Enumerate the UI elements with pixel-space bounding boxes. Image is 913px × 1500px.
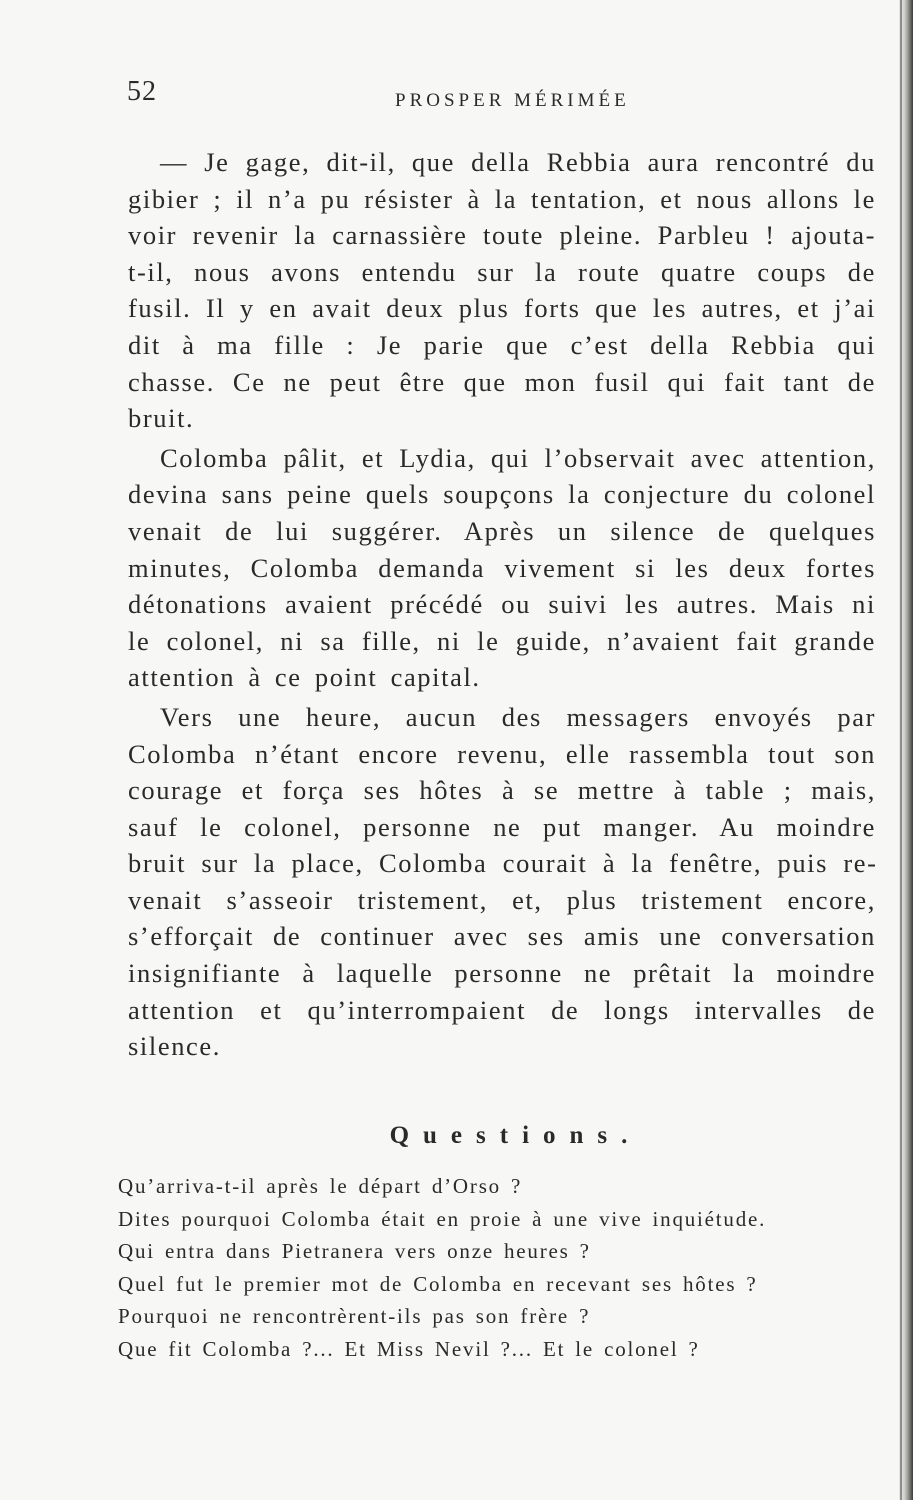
running-head: PROSPER MÉRIMÉE	[395, 90, 630, 111]
paragraph-1: — Je gage, dit-il, que della Rebbia aura rencontré du gibier ; il n’a pu résister à la tentation, et nous allons le voir revenir la carnassière toute pleine. Parbleu ! ajouta-t-il, nous avons entendu sur la route quatre coups de fusil. Il y en avait deux plus forts que les autres, et j’ai dit à ma fille : Je parie que c’est della Rebbia qui chasse. Ce ne peut être que mon fusil qui fait tant de bruit.	[128, 147, 876, 434]
question-item: Pourquoi ne rencontrèrent-ils pas son frère ?	[118, 1304, 591, 1328]
questions-heading: Questions.	[389, 1122, 642, 1149]
paragraph-2: Colomba pâlit, et Lydia, qui l’observait avec attention, devina sans peine quels soupçons la conjecture du colonel venait de lui suggérer. Après un silence de quelques minutes, Colomba demanda vivement si les deux fortes détonations avaient précédé ou suivi les autres. Mais ni le colonel, ni sa fille, ni le guide, n’avaient fait grande attention à ce point capital.	[128, 442, 876, 693]
page-edge-line	[900, 0, 902, 1500]
question-item: Qu’arriva-t-il après le départ d’Orso ?	[118, 1174, 523, 1198]
body-text	[128, 144, 876, 1065]
questions-list	[118, 1170, 878, 1365]
question-item: Qui entra dans Pietranera vers onze heures ?	[118, 1239, 591, 1263]
question-item: Quel fut le premier mot de Colomba en recevant ses hôtes ?	[118, 1271, 758, 1296]
question-item: Dites pourquoi Colomba était en proie à une vive inquiétude.	[118, 1206, 767, 1231]
question-item: Que fit Colomba ?... Et Miss Nevil ?... Et le colonel ?	[118, 1336, 700, 1361]
page-number: 52	[127, 76, 157, 107]
paragraph-3: Vers une heure, aucun des messagers envoyés par Colomba n’étant encore revenu, elle rassembla tout son courage et força ses hôtes à se mettre à table ; mais, sauf le colonel, personne ne put manger. Au moindre bruit sur la place, Colomba courait à la fenêtre, puis revenait s’asseoir tristement, et, plus tristement encore, s’efforçait de continuer avec ses amis une conversation insignifiante à laquelle personne ne prêtait la moindre attention et qu’interrompaient de longs intervalles de silence.	[128, 701, 876, 1062]
